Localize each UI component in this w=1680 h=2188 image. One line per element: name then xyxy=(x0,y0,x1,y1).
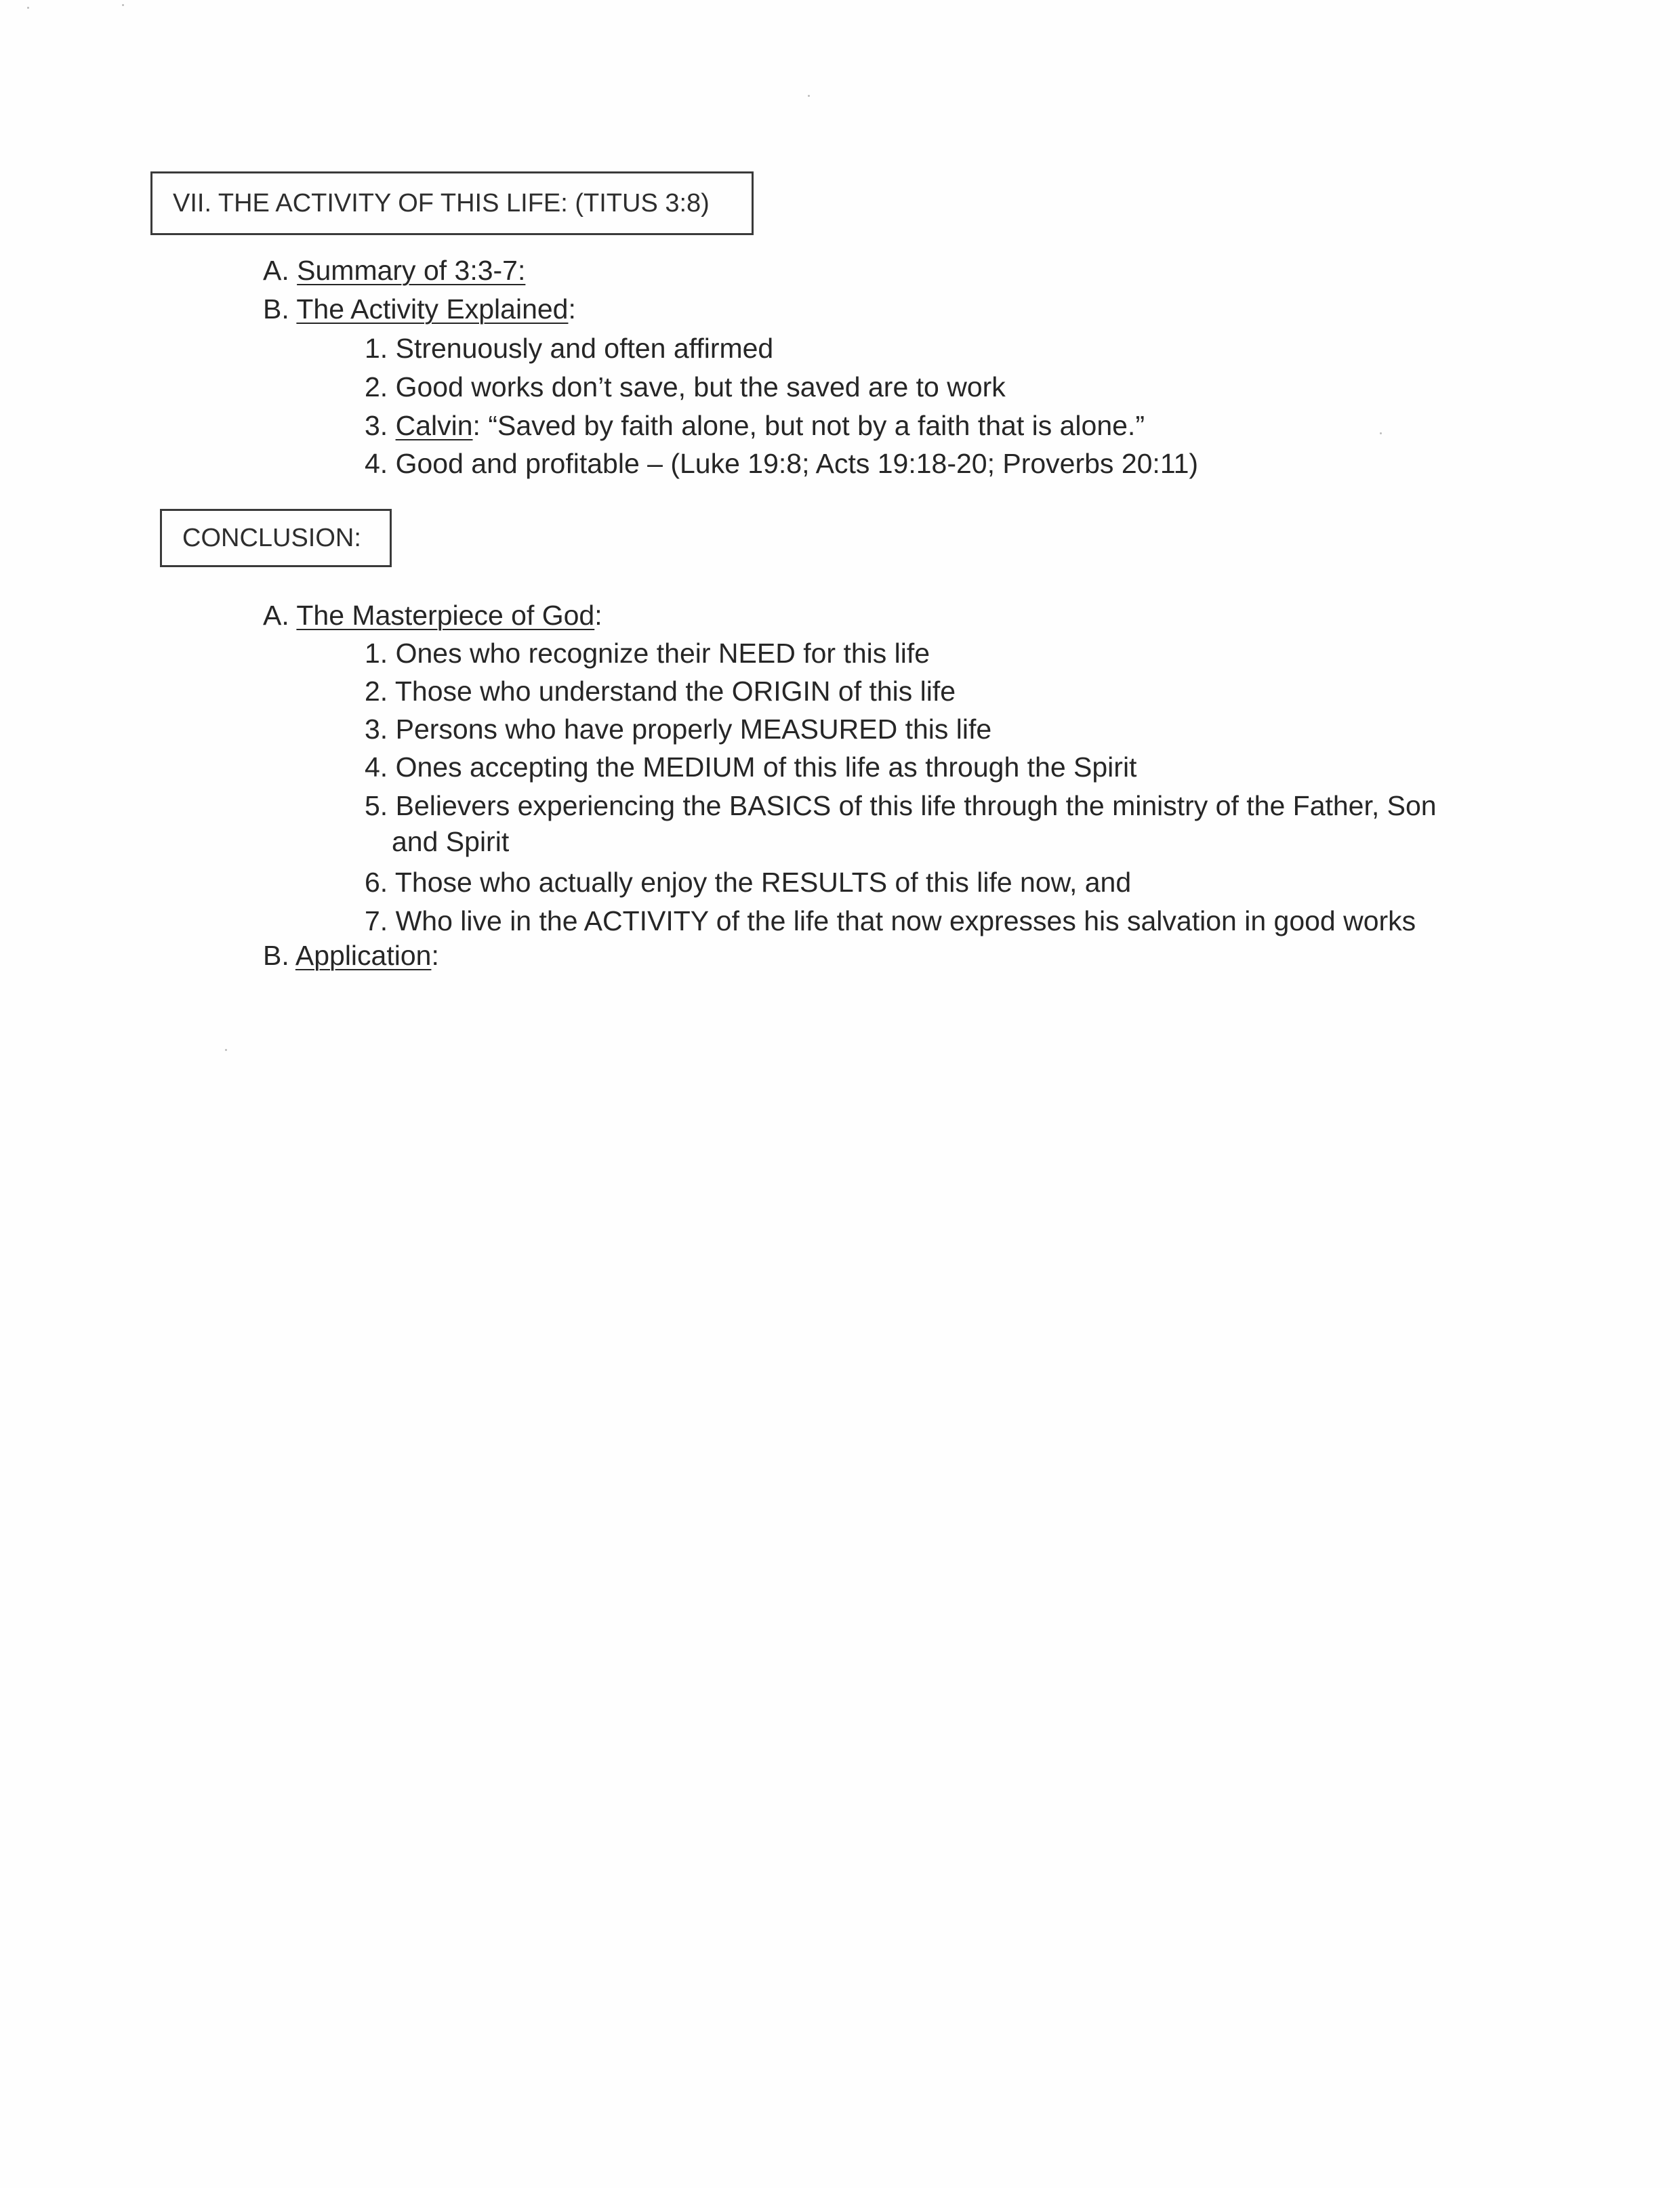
list-item-continuation: and Spirit xyxy=(392,826,510,857)
list-item xyxy=(365,675,956,707)
scan-speck xyxy=(1380,432,1382,434)
section-vii-heading: VII. THE ACTIVITY OF THIS LIFE: (TITUS 3:8) xyxy=(173,188,710,218)
section-vii-heading-box xyxy=(150,171,754,235)
summary-line xyxy=(263,254,525,287)
application-suffix: : xyxy=(431,940,439,971)
conclusion-heading-box xyxy=(160,509,392,567)
scan-speck xyxy=(225,1049,227,1051)
list-item-marker: 2. xyxy=(365,371,396,402)
list-item xyxy=(365,332,773,365)
list-item-text: Who live in the ACTIVITY of the life that now expresses his salvation in good works xyxy=(395,905,1416,936)
application-line xyxy=(263,939,439,972)
scan-speck xyxy=(808,95,810,97)
scan-speck xyxy=(122,4,124,6)
activity-explained-line xyxy=(263,293,576,325)
summary-label: Summary of 3:3-7: xyxy=(297,255,526,286)
list-item-marker: 3. xyxy=(365,410,396,441)
masterpiece-label: The Masterpiece of God xyxy=(296,600,595,631)
list-item-text: Those who actually enjoy the RESULTS of this life now, and xyxy=(394,867,1132,898)
list-item-text: Good and profitable – (Luke 19:8; Acts 19:18-20; Proverbs 20:11) xyxy=(395,448,1199,479)
conclusion-heading: CONCLUSION: xyxy=(182,523,361,552)
list-item xyxy=(365,866,1131,899)
list-item-text: Strenuously and often affirmed xyxy=(395,333,774,364)
list-item xyxy=(365,637,930,669)
list-item-text: Those who understand the ORIGIN of this life xyxy=(394,676,956,707)
masterpiece-suffix: : xyxy=(594,600,602,631)
list-item-marker: 4. xyxy=(365,448,396,479)
list-item-marker: 5. xyxy=(365,790,396,821)
list-item-marker: 1. xyxy=(365,638,396,669)
list-item-marker: 6. xyxy=(365,867,395,898)
list-item xyxy=(365,371,1006,403)
list-item xyxy=(365,751,1136,783)
list-item-marker: 1. xyxy=(365,333,396,364)
list-item xyxy=(365,409,1145,442)
list-item xyxy=(365,789,1437,822)
list-item-text: Ones accepting the MEDIUM of this life as through the Spirit xyxy=(395,751,1137,783)
list-item xyxy=(365,905,1416,937)
activity-explained-marker: B. xyxy=(263,293,297,325)
list-item-text: Ones who recognize their NEED for this life xyxy=(395,638,930,669)
list-item-text: : “Saved by faith alone, but not by a faith that is alone.” xyxy=(472,410,1145,441)
masterpiece-marker: A. xyxy=(263,600,297,631)
list-item-marker: 3. xyxy=(365,714,396,745)
list-item-text: Good works don’t save, but the saved are to work xyxy=(395,371,1006,402)
application-label: Application xyxy=(295,940,432,971)
list-item-marker: 2. xyxy=(365,676,395,707)
list-item-marker: 4. xyxy=(365,751,396,783)
list-item-text: Believers experiencing the BASICS of this life through the ministry of the Father, Son xyxy=(395,790,1437,821)
list-item-text: Persons who have properly MEASURED this life xyxy=(395,714,992,745)
activity-explained-label: The Activity Explained xyxy=(296,293,569,325)
masterpiece-line xyxy=(263,599,602,632)
calvin-label: Calvin xyxy=(395,410,473,441)
scan-speck xyxy=(27,7,29,9)
application-marker: B. xyxy=(263,940,295,971)
summary-marker: A. xyxy=(263,255,298,286)
list-item-marker: 7. xyxy=(365,905,396,936)
activity-explained-suffix: : xyxy=(568,293,576,325)
list-item xyxy=(365,447,1198,480)
list-item xyxy=(365,713,991,745)
